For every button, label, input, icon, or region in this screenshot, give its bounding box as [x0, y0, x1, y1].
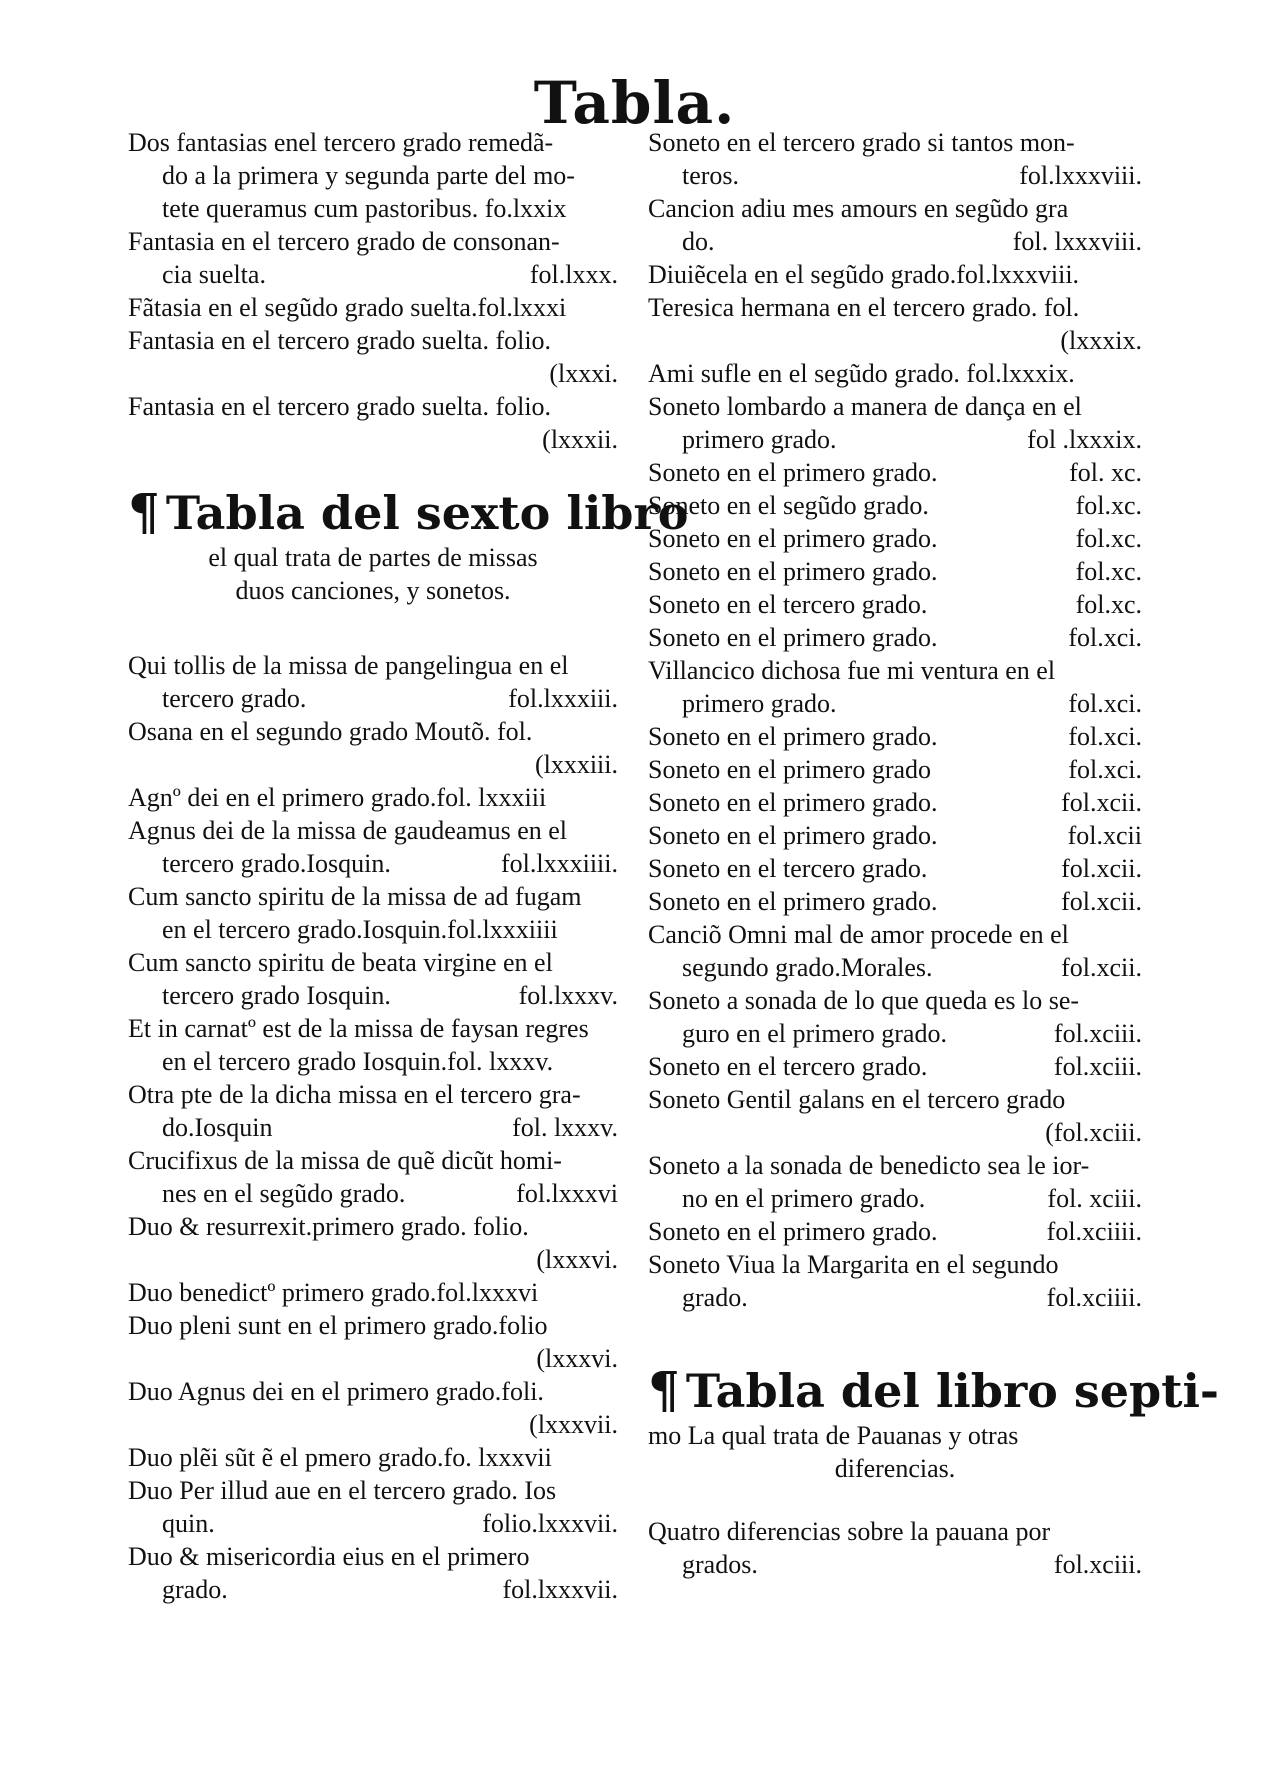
folio-reference: fol.xci. [1068, 755, 1142, 784]
index-entry [128, 1375, 618, 1441]
entry-line: Duo Per illud aue en el tercero grado. Ios [128, 1476, 557, 1505]
entry-line [648, 720, 1142, 753]
folio-reference: (fol.xciii. [1045, 1118, 1142, 1147]
index-entry [128, 1276, 618, 1309]
folio-reference: fol.xc. [1075, 557, 1142, 586]
entry-line: Quatro diferencias sobre la pauana por [648, 1517, 1051, 1546]
index-entry [128, 649, 618, 715]
entry-text: Soneto en el primero grado. [648, 557, 938, 586]
index-entry [648, 918, 1142, 984]
entry-line: Agnº dei en el primero grado.fol. lxxxiii [128, 783, 547, 812]
folio-reference: fol. lxxxviii. [1012, 227, 1142, 256]
entry-line [648, 1215, 1142, 1248]
folio-reference: (lxxxvi. [536, 1245, 618, 1274]
entry-text: Soneto en el primero grado. [648, 1217, 938, 1246]
index-entry [128, 1309, 618, 1375]
entry-text: Soneto en el tercero grado. [648, 1052, 928, 1081]
index-entry [128, 1012, 618, 1078]
folio-reference: fol.xc. [1075, 524, 1142, 553]
folio-reference: fol.xc. [1075, 590, 1142, 619]
folio-reference: fol.lxxxvii. [502, 1575, 618, 1604]
entry-text: nes en el segũdo grado. [162, 1179, 406, 1208]
index-entry [648, 819, 1142, 852]
index-entry [128, 880, 618, 946]
entry-text: tercero grado Iosquin. [162, 981, 391, 1010]
folio-reference: fol.xcii. [1061, 887, 1142, 916]
index-entry [648, 1149, 1142, 1215]
entry-line [648, 588, 1142, 621]
entry-line: Fantasia en el tercero grado de consonan- [128, 227, 560, 256]
entry-line [648, 1050, 1142, 1083]
entry-line: Diuiẽcela en el segũdo grado.fol.lxxxviii. [648, 260, 1080, 289]
pilcrow-icon: ¶ [128, 482, 160, 541]
folio-reference: fol.xciii. [1053, 1052, 1142, 1081]
entry-text: Soneto en el primero grado. [648, 623, 938, 652]
folio-reference: fol.lxxxvi [516, 1179, 618, 1208]
folio-reference: fol.xciiii. [1046, 1217, 1142, 1246]
entry-text: guro en el primero grado. [682, 1019, 947, 1048]
index-entry [648, 1215, 1142, 1248]
entry-line [128, 1573, 618, 1606]
entry-line [648, 819, 1142, 852]
entry-text: Soneto en el primero grado. [648, 458, 938, 487]
entry-line: Villancico dichosa fue mi ventura en el [648, 656, 1056, 685]
index-entry [648, 456, 1142, 489]
entry-text: Soneto en el tercero grado. [648, 590, 928, 619]
entry-text: primero grado. [682, 689, 837, 718]
index-entry [648, 621, 1142, 654]
index-entry [128, 390, 618, 456]
entry-line [128, 847, 618, 880]
entry-line: Duo pleni sunt en el primero grado.folio [128, 1311, 548, 1340]
folio-reference: fol.xc. [1075, 491, 1142, 520]
index-entry [648, 852, 1142, 885]
folio-reference: fol.lxxxiiii. [501, 849, 618, 878]
index-entry [128, 291, 618, 324]
right-column [648, 126, 1220, 1581]
folio-reference: fol.lxxx. [529, 260, 618, 289]
section-heading-seventh-book [648, 1360, 1220, 1419]
entry-line: Ami sufle en el segũdo grado. fol.lxxxix. [648, 359, 1075, 388]
folio-reference: fol.lxxxv. [518, 981, 618, 1010]
entry-line: Osana en el segundo grado Moutõ. fol. [128, 717, 533, 746]
entry-line: Dos fantasias enel tercero grado remedã- [128, 128, 554, 157]
section-subtitle-line: el qual trata de partes de missas [208, 543, 538, 572]
index-entry [648, 390, 1142, 456]
section-heading-sixth-book [128, 482, 689, 541]
index-entry [648, 192, 1142, 258]
entry-text: Soneto en el primero grado. [648, 887, 938, 916]
index-entry [128, 1210, 618, 1276]
entry-line [128, 258, 618, 291]
entry-line: Duo plẽi sũt ẽ el pmero grado.fo. lxxxvii [128, 1443, 552, 1472]
entry-text: Soneto en el primero grado. [648, 722, 938, 751]
index-entry [648, 1515, 1142, 1581]
index-entry [128, 1540, 618, 1606]
entry-text: grado. [162, 1575, 228, 1604]
entry-line: Duo & misericordia eius en el primero [128, 1542, 530, 1571]
index-entry [128, 126, 618, 225]
entry-line: Duo Agnus dei en el primero grado.foli. [128, 1377, 544, 1406]
entry-line [648, 489, 1142, 522]
folio-reference: (lxxxvii. [529, 1410, 618, 1439]
folio-reference: (lxxxvi. [536, 1344, 618, 1373]
folio-reference: (lxxxi. [549, 359, 618, 388]
entry-line [648, 621, 1142, 654]
index-entry [128, 1144, 618, 1210]
entry-line: en el tercero grado.Iosquin.fol.lxxxiiii [162, 915, 558, 944]
entry-line: Soneto Viua la Margarita en el segundo [648, 1250, 1059, 1279]
index-entry [648, 720, 1142, 753]
entry-text: do. [682, 227, 715, 256]
entry-line: Cancion adiu mes amours en segũdo gra [648, 194, 1069, 223]
entry-line [648, 159, 1142, 192]
left-column [128, 126, 689, 1606]
folio-reference: fol.xciii. [1053, 1550, 1142, 1579]
section-subtitle-line: diferencias. [834, 1454, 956, 1483]
entry-text: Soneto en el primero grado. [648, 788, 938, 817]
entry-line [648, 225, 1142, 258]
entry-line: Crucifixus de la missa de quẽ dicũt homi- [128, 1146, 562, 1175]
entry-line [128, 1507, 618, 1540]
folio-reference: (lxxxiii. [534, 750, 618, 779]
entry-line [648, 1182, 1142, 1215]
entry-text: tercero grado.Iosquin. [162, 849, 391, 878]
index-entry [648, 126, 1142, 192]
entry-line [648, 456, 1142, 489]
entry-line [648, 423, 1142, 456]
entry-line [648, 852, 1142, 885]
entry-list-sixth-book [128, 649, 618, 1606]
entry-line: Fantasia en el tercero grado suelta. folio. [128, 326, 552, 355]
entry-text: teros. [682, 161, 740, 190]
entry-text: Soneto en el segũdo grado. [648, 491, 929, 520]
folio-reference: fol. lxxxv. [512, 1113, 618, 1142]
index-entry [648, 555, 1142, 588]
entry-text: Soneto en el primero grado. [648, 524, 938, 553]
entry-line: Duo benedictº primero grado.fol.lxxxvi [128, 1278, 539, 1307]
entry-line [648, 522, 1142, 555]
index-entry [648, 489, 1142, 522]
folio-reference: fol.xcii. [1061, 854, 1142, 883]
entry-text: Soneto en el tercero grado. [648, 854, 928, 883]
entry-line [648, 555, 1142, 588]
entry-line: Fãtasia en el segũdo grado suelta.fol.lxxxi [128, 293, 567, 322]
entry-line: Soneto a sonada de lo que queda es lo se- [648, 986, 1080, 1015]
folio-reference: (lxxxix. [1060, 326, 1142, 355]
entry-line: Qui tollis de la missa de pangelingua en el [128, 651, 569, 680]
folio-reference: fol.xci. [1068, 689, 1142, 718]
index-entry [648, 654, 1142, 720]
entry-line: tete queramus cum pastoribus. fo.lxxix [162, 194, 567, 223]
entry-line [648, 1017, 1142, 1050]
entry-line [128, 1111, 618, 1144]
index-entry [648, 753, 1142, 786]
entry-line: Fantasia en el tercero grado suelta. folio. [128, 392, 552, 421]
section-heading-text: Tabla del sexto libro [165, 486, 689, 540]
folio-reference: fol.lxxxiii. [508, 684, 618, 713]
entry-text: quin. [162, 1509, 215, 1538]
index-entry [128, 1078, 618, 1144]
section-heading-text: Tabla del libro septi- [685, 1364, 1220, 1418]
index-entry [648, 588, 1142, 621]
entry-line: Cum sancto spiritu de beata virgine en el [128, 948, 553, 977]
entry-text: segundo grado.Morales. [682, 953, 933, 982]
index-entry [128, 225, 618, 291]
entry-line: Agnus dei de la missa de gaudeamus en el [128, 816, 567, 845]
entry-list-fifth-book [128, 126, 618, 456]
index-entry [648, 786, 1142, 819]
index-entry [648, 1248, 1142, 1314]
index-entry [648, 1083, 1142, 1149]
index-entry [648, 522, 1142, 555]
entry-line: en el tercero grado Iosquin.fol. lxxxv. [162, 1047, 554, 1076]
folio-reference: fol. xciii. [1047, 1184, 1142, 1213]
section-subtitle-line: mo La qual trata de Pauanas y otras [648, 1421, 1019, 1450]
entry-text: grados. [682, 1550, 758, 1579]
folio-reference: fol.xciii. [1053, 1019, 1142, 1048]
folio-reference: fol.xci. [1068, 623, 1142, 652]
folio-reference: fol. xc. [1069, 458, 1142, 487]
entry-line: Soneto en el tercero grado si tantos mon- [648, 128, 1075, 157]
index-entry [648, 984, 1142, 1050]
entry-text: Soneto en el primero grado [648, 755, 932, 784]
entry-line: Teresica hermana en el tercero grado. fol. [648, 293, 1080, 322]
entry-line: Cum sancto spiritu de la missa de ad fugam [128, 882, 582, 911]
entry-line: Soneto lombardo a manera de dança en el [648, 392, 1082, 421]
entry-text: primero grado. [682, 425, 837, 454]
entry-line [128, 979, 618, 1012]
entry-text: Soneto en el primero grado. [648, 821, 938, 850]
index-entry [128, 946, 618, 1012]
entry-line [128, 1177, 618, 1210]
entry-line [648, 753, 1142, 786]
entry-line [648, 786, 1142, 819]
index-entry [128, 324, 618, 390]
pilcrow-icon: ¶ [648, 1360, 680, 1419]
page-title: Tabla. [533, 69, 736, 137]
entry-line: do a la primera y segunda parte del mo- [162, 161, 575, 190]
folio-reference: fol.xcii. [1061, 953, 1142, 982]
entry-line [648, 687, 1142, 720]
index-entry [128, 781, 618, 814]
folio-reference: fol.lxxxviii. [1019, 161, 1142, 190]
entry-list-seventh-book [648, 1515, 1142, 1581]
index-entry [648, 885, 1142, 918]
index-entry [648, 291, 1142, 357]
section-subtitle-line: duos canciones, y sonetos. [235, 576, 511, 605]
entry-line: Canciõ Omni mal de amor procede en el [648, 920, 1069, 949]
folio-reference: fol.xcii [1067, 821, 1142, 850]
entry-text: cia suelta. [162, 260, 266, 289]
entry-list-sixth-book-continued [648, 126, 1142, 1314]
index-entry [648, 258, 1142, 291]
index-entry [648, 1050, 1142, 1083]
index-entry [128, 814, 618, 880]
folio-reference: fol .lxxxix. [1027, 425, 1142, 454]
folio-reference: fol.xciiii. [1046, 1283, 1142, 1312]
entry-text: grado. [682, 1283, 748, 1312]
entry-line [648, 1281, 1142, 1314]
entry-text: no en el primero grado. [682, 1184, 926, 1213]
entry-line: Soneto a la sonada de benedicto sea le ior- [648, 1151, 1090, 1180]
folio-reference: (lxxxii. [542, 425, 618, 454]
entry-line [648, 885, 1142, 918]
index-entry [128, 1474, 618, 1540]
index-entry [128, 715, 618, 781]
folio-reference: fol.xci. [1068, 722, 1142, 751]
entry-line: Soneto Gentil galans en el tercero grado [648, 1085, 1066, 1114]
entry-line: Duo & resurrexit.primero grado. folio. [128, 1212, 529, 1241]
folio-reference: fol.xcii. [1061, 788, 1142, 817]
entry-text: do.Iosquin [162, 1113, 273, 1142]
index-entry [648, 357, 1142, 390]
entry-line: Otra pte de la dicha missa en el tercero gra- [128, 1080, 581, 1109]
entry-text: tercero grado. [162, 684, 307, 713]
index-entry [128, 1441, 618, 1474]
entry-line [648, 1548, 1142, 1581]
entry-line [128, 682, 618, 715]
entry-line [648, 951, 1142, 984]
entry-line: Et in carnatº est de la missa de faysan regres [128, 1014, 589, 1043]
folio-reference: folio.lxxxvii. [482, 1509, 618, 1538]
